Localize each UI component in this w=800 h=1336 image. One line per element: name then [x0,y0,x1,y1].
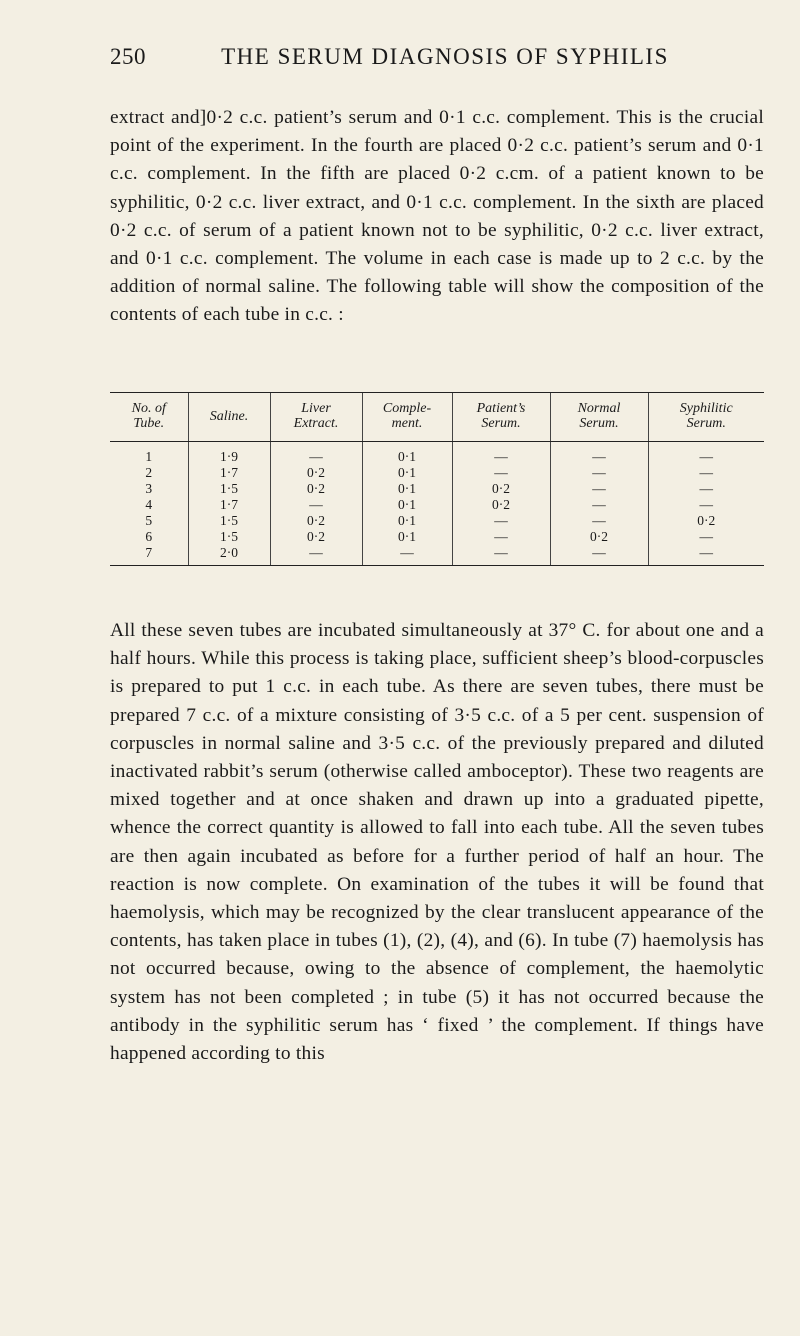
table-cell: — [648,545,764,566]
table-cell: — [648,497,764,513]
table-cell: 2 [145,465,153,480]
table-header-row [110,393,764,442]
table-cell: 0·2 [270,481,362,497]
paragraph-intro: extract and]0·2 c.c. patient’s serum and 0·1 c.c. complement. This is the crucial point of the experiment. In the fourth are placed 0·2 c.c. patient’s serum and 0·1 c.c. complement. In the fifth are placed 0·2 c.cm. of a patient known to be syphilitic, 0·2 c.c. liver extract, and 0·1 c.c. complement. In the sixth are placed 0·2 c.c. of serum of a patient known not to be syphilitic, 0·2 c.c. liver extract, and 0·1 c.c. complement. The volume in each case is made up to 2 c.c. by the addition of normal saline. The following table will show the composition of the contents of each tube in c.c. : [110,107,764,326]
table-cell: — [648,481,764,497]
composition-table [110,392,764,566]
column-header [452,393,550,442]
column-header-line: Normal [577,401,621,416]
table-cell: — [452,465,550,481]
column-header-line: Comple- [382,401,432,416]
column-header-line: Syphilitic [679,401,733,416]
column-header-line: Extract. [293,416,339,431]
table-row [110,481,764,497]
table-cell: 0·1 [362,481,452,497]
table-cell: 1·5 [188,529,270,545]
table-cell: 0·1 [362,529,452,545]
table-row [110,529,764,545]
table-cell: 0·1 [362,465,452,481]
table-cell: 0·2 [270,529,362,545]
column-header [648,393,764,442]
table-cell: — [452,513,550,529]
table-cell: 0·2 [452,481,550,497]
table-cell: — [648,465,764,481]
table-row [110,497,764,513]
column-header [270,393,362,442]
table-cell: 1·5 [188,481,270,497]
table-cell: 0·1 [362,513,452,529]
table-cell: — [452,442,550,466]
table-cell: 0·2 [270,513,362,529]
column-header-line: Patient’s [476,401,526,416]
table-cell: — [270,497,362,513]
column-header-line: ment. [391,416,423,431]
column-header [110,393,188,442]
column-header-line: No. of [131,401,166,416]
table-cell: 1·9 [188,442,270,466]
table-cell: 1·5 [188,513,270,529]
table-cell: 0·2 [550,529,648,545]
table-row [110,442,764,466]
paragraph-incubation: All these seven tubes are incubated simultaneously at 37° C. for about one and a half hours. While this process is taking place, sufficient sheep’s blood-corpuscles is prepared to put 1 c.c. in each tube. As there are seven tubes, there must be prepared 7 c.c. of a mixture consisting of 3·5 c.c. of a 5 per cent. suspension of corpuscles in normal saline and 3·5 c.c. of the previously prepared and diluted inactivated rabbit’s serum (otherwise called amboceptor). These two reagents are mixed together and at once shaken and drawn up into a graduated pipette, whence the correct quantity is allowed to fall into each tube. All the seven tubes are then again incubated as before for a further period of half an hour. The reaction is now complete. On examination of the tubes it will be found that haemolysis, which may be recognized by the clear translucent appearance of the contents, has taken place in tubes (1), (2), (4), and (6). In tube (7) haemolysis has not occurred because, owing to the absence of complement, the haemolytic system has not been completed ; in tube (5) it has not occurred because the antibody in the syphilitic serum has ‘ fixed ’ the complement. If things have happened according to this [110,620,764,1065]
table-row [110,545,764,566]
column-header-line: Serum. [579,416,619,431]
table-cell: — [550,442,648,466]
table-body [110,442,764,566]
table-cell: 0·2 [452,497,550,513]
table-cell: 5 [145,513,153,528]
table-cell: 0·1 [362,442,452,466]
column-header-line: Saline. [209,408,249,424]
table-cell: — [550,513,648,529]
table-cell: 6 [145,529,153,544]
table-cell: — [362,545,452,566]
table-cell: — [648,529,764,545]
table-cell: — [452,545,550,566]
table-cell: 0·2 [648,513,764,529]
table-cell: 1 [145,449,153,464]
table-row [110,513,764,529]
table-cell: 3 [145,481,153,496]
column-header-line: Liver [301,401,331,416]
running-title: THE SERUM DIAGNOSIS OF SYPHILIS [221,44,669,69]
table-cell: — [270,442,362,466]
table-cell: 1·7 [188,465,270,481]
table-cell: — [270,545,362,566]
page-header [110,44,760,74]
column-header-line: Serum. [686,416,726,431]
table-row [110,465,764,481]
column-header-line: Tube. [133,416,165,431]
table-cell: — [550,465,648,481]
column-header [188,393,270,442]
table-cell: — [550,497,648,513]
table-cell: 1·7 [188,497,270,513]
table-cell: — [550,481,648,497]
column-header [362,393,452,442]
table-cell: — [550,545,648,566]
table-cell: 0·1 [362,497,452,513]
column-header [550,393,648,442]
table-cell: 2·0 [188,545,270,566]
table-cell: 0·2 [270,465,362,481]
page-number: 250 [110,44,146,69]
table-cell: 4 [145,497,153,512]
table-cell: 7 [110,545,188,566]
column-header-line: Serum. [481,416,521,431]
table-cell: — [452,529,550,545]
table-cell: — [648,442,764,466]
